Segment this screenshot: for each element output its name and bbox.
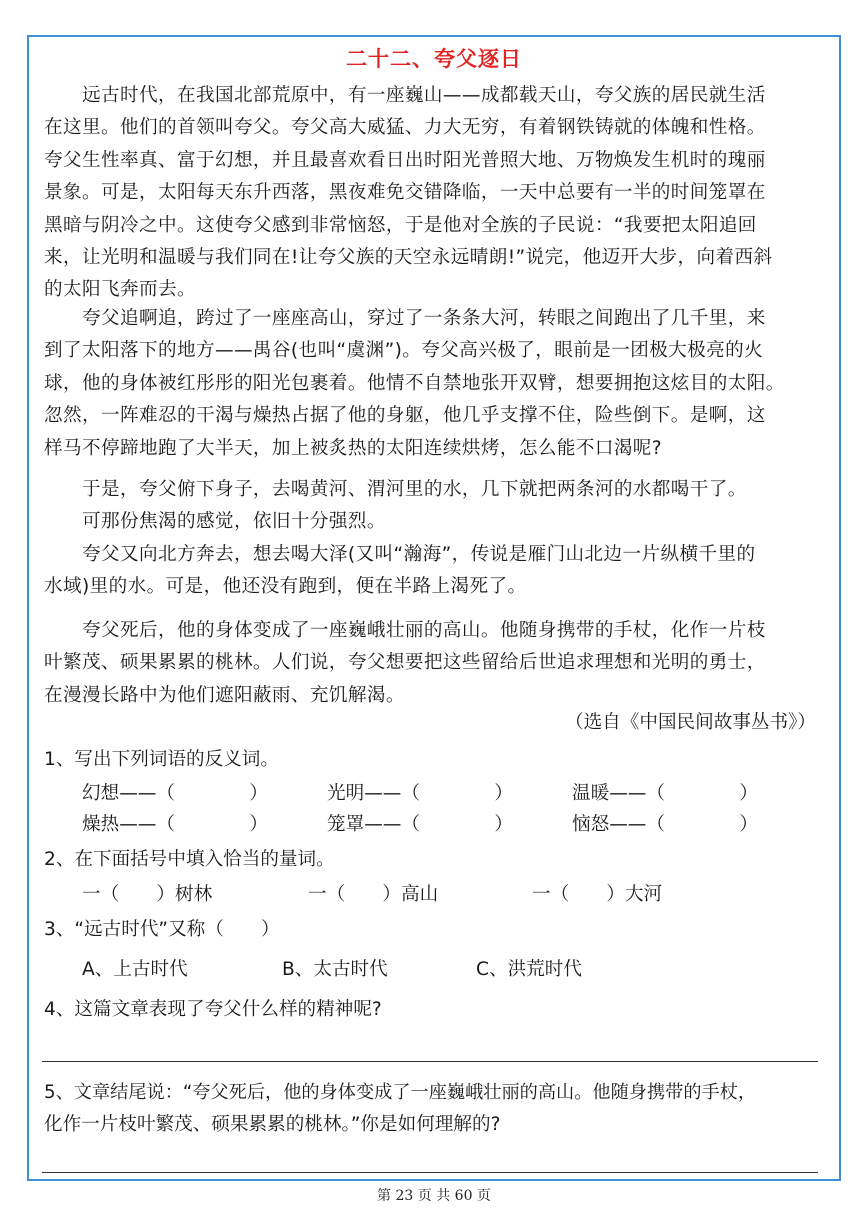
- story-paragraph-5: [44, 615, 829, 712]
- text-line: 水域)里的水。可是，他还没有跑到，便在半路上渴死了。: [44, 576, 527, 598]
- antonym-item: 幻想——（ ）: [82, 783, 268, 804]
- text-line: 忽然，一阵难忍的干渴与燥热占据了他的身躯，他几乎支撑不住，险些倒下。是啊，这: [44, 405, 766, 427]
- question-5-prompt-line-2: 化作一片枝叶繁茂、硕果累累的桃林。”你是如何理解的?: [44, 1114, 501, 1135]
- text-line: 在这里。他们的首领叫夸父。夸父高大威猛、力大无穷，有着钢铁铸就的体魄和性格。: [44, 117, 766, 139]
- text-line: 球，他的身体被红彤彤的阳光包裹着。他情不自禁地张开双臂，想要拥抱这炫目的太阳。: [44, 372, 785, 394]
- text-line: 可那份焦渴的感觉，依旧十分强烈。: [44, 511, 386, 533]
- question-5-prompt-line-1: 5、文章结尾说：“夸父死后，他的身体变成了一座巍峨壮丽的高山。他随身携带的手杖，: [44, 1082, 757, 1103]
- text-line: 在漫漫长路中为他们遮阳蔽雨、充饥解渴。: [44, 684, 405, 706]
- page-title: 二十二、夸父逐日: [346, 47, 522, 71]
- text-line: 来，让光明和温暖与我们同在!让夸父族的天空永远晴朗!”说完，他迈开大步，向着西斜: [44, 246, 773, 268]
- option-a: A、上古时代: [82, 959, 188, 980]
- answer-line[interactable]: [42, 1172, 818, 1173]
- antonym-item: 笼罩——（ ）: [327, 814, 513, 835]
- text-line: 的太阳飞奔而去。: [44, 279, 196, 301]
- source-citation: （选自《中国民间故事丛书》）: [564, 712, 816, 733]
- option-c: C、洪荒时代: [476, 959, 582, 980]
- antonym-item: 燥热——（ ）: [82, 814, 268, 835]
- answer-line[interactable]: [42, 1061, 818, 1062]
- option-b: B、太古时代: [282, 959, 388, 980]
- page-footer: 第 23 页 共 60 页: [377, 1188, 491, 1204]
- text-line: 黑暗与阴冷之中。这使夸父感到非常恼怒，于是他对全族的子民说：“我要把太阳追回: [44, 214, 757, 236]
- story-paragraph-4: [44, 539, 829, 604]
- text-line: 景象。可是，太阳每天东升西落，黑夜难免交错降临，一天中总要有一半的时间笼罩在: [44, 182, 766, 204]
- text-line: 夸父又向北方奔去，想去喝大泽(又叫“瀚海”，传说是雁门山北边一片纵横千里的: [44, 544, 756, 565]
- measure-word-item: 一（ ）大河: [532, 884, 663, 905]
- story-paragraph-3: [44, 474, 829, 539]
- text-line: 样马不停蹄地跑了大半天，加上被炙热的太阳连续烘烤，怎么能不口渴呢?: [44, 437, 663, 459]
- question-3-prompt: 3、“远古时代”又称（ ）: [44, 919, 280, 940]
- measure-word-item: 一（ ）树林: [82, 884, 213, 905]
- text-line: 夸父生性率真、富于幻想，并且最喜欢看日出时阳光普照大地、万物焕发生机时的瑰丽: [44, 149, 766, 171]
- question-2-prompt: 2、在下面括号中填入恰当的量词。: [44, 849, 335, 870]
- measure-word-item: 一（ ）高山: [308, 884, 439, 905]
- text-line: 夸父死后，他的身体变成了一座巍峨壮丽的高山。他随身携带的手杖，化作一片枝: [44, 620, 766, 641]
- antonym-item: 恼怒——（ ）: [572, 814, 758, 835]
- antonym-item: 光明——（ ）: [327, 783, 513, 804]
- text-line: 叶繁茂、硕果累累的桃林。人们说，夸父想要把这些留给后世追求理想和光明的勇士，: [44, 652, 766, 674]
- text-line: 到了太阳落下的地方——禺谷(也叫“虞渊”)。夸父高兴极了，眼前是一团极大极亮的火: [44, 340, 764, 362]
- text-line: 夸父追啊追，跨过了一座座高山，穿过了一条条大河，转眼之间跑出了几千里，来: [44, 308, 766, 329]
- text-line: 远古时代，在我国北部荒原中，有一座巍山——成都载天山，夸父族的居民就生活: [44, 85, 766, 106]
- question-4-prompt: 4、这篇文章表现了夸父什么样的精神呢?: [44, 999, 382, 1020]
- question-1-prompt: 1、写出下列词语的反义词。: [44, 749, 279, 770]
- text-line: 于是，夸父俯下身子，去喝黄河、渭河里的水，几下就把两条河的水都喝干了。: [44, 479, 747, 500]
- story-paragraph-2: [44, 303, 829, 465]
- antonym-item: 温暖——（ ）: [572, 783, 758, 804]
- story-paragraph-1: [44, 80, 829, 307]
